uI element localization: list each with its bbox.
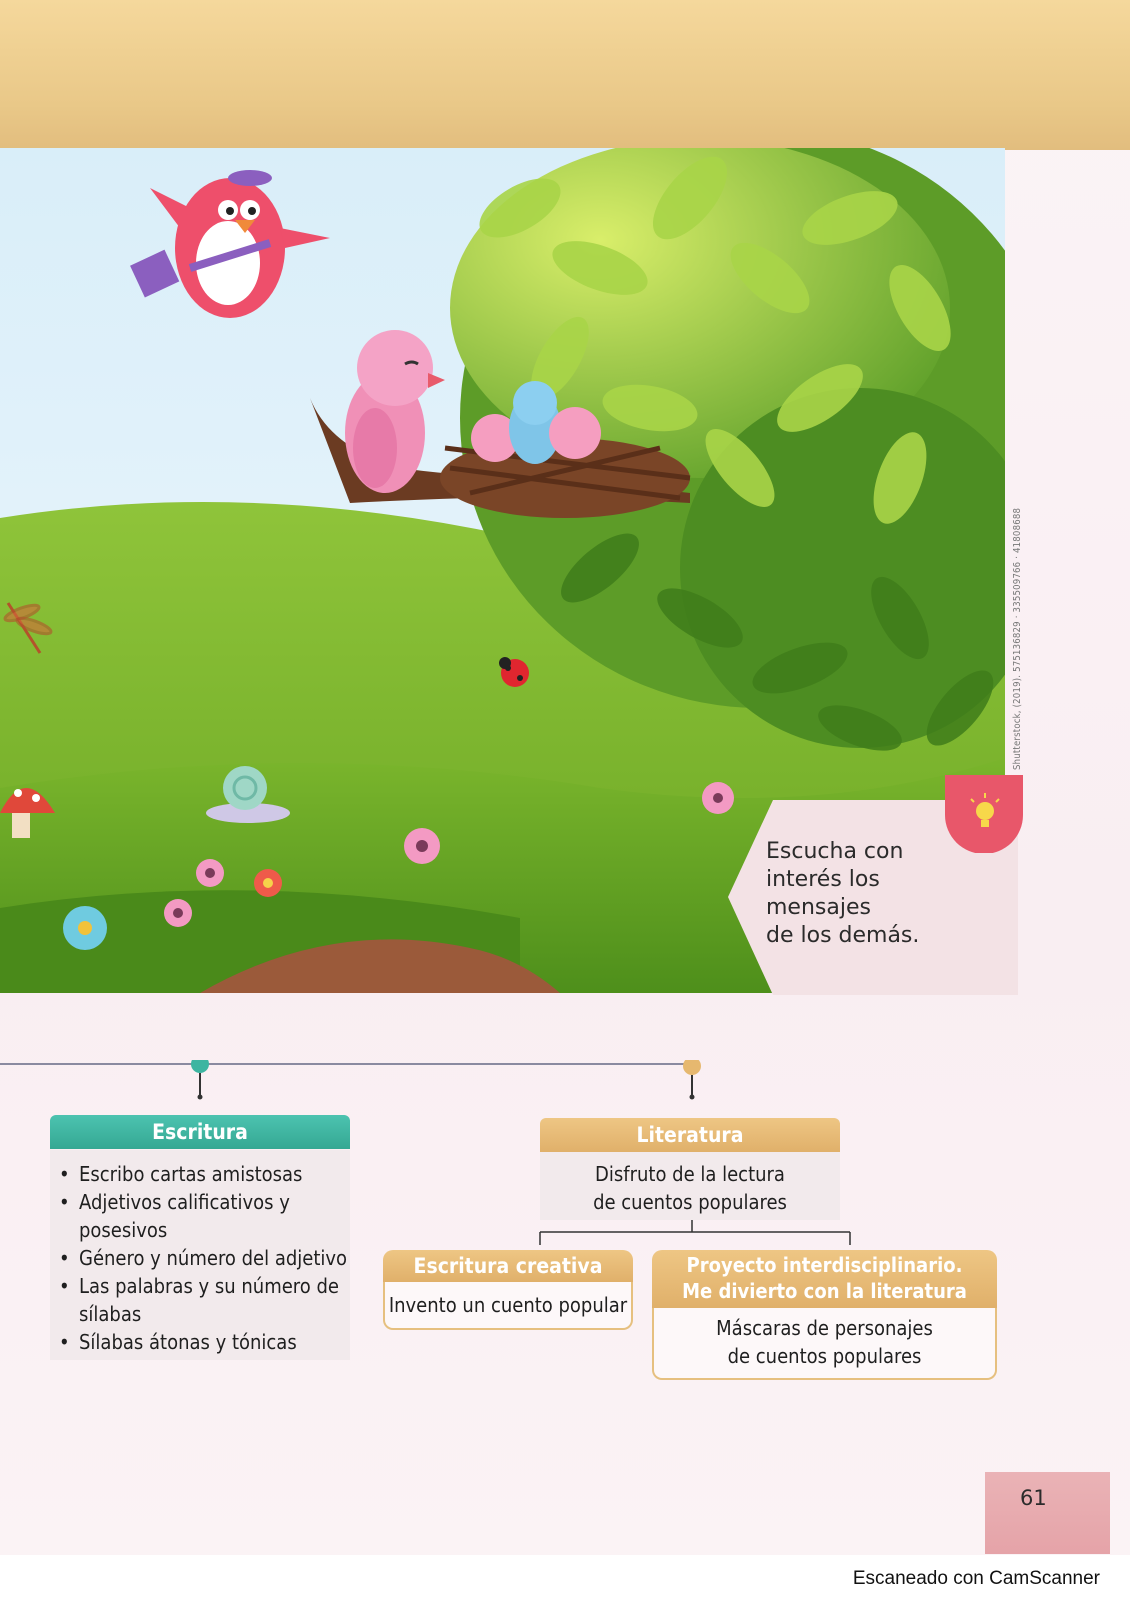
list-item: • Sílabas átonas y tónicas bbox=[55, 1328, 355, 1356]
list-item: • Género y número del adjetivo bbox=[55, 1244, 355, 1272]
escritura-creativa-title: Escritura creativa bbox=[383, 1250, 633, 1282]
list-item: • Las palabras y su número de sílabas bbox=[55, 1272, 355, 1328]
literatura-title: Literatura bbox=[540, 1118, 840, 1152]
literatura-text bbox=[540, 1160, 840, 1216]
escritura-list bbox=[55, 1160, 355, 1356]
escritura-title: Escritura bbox=[50, 1115, 350, 1149]
literatura-line: de cuentos populares bbox=[593, 1190, 787, 1214]
proyecto-line: de cuentos populares bbox=[727, 1344, 922, 1368]
tip-line: Escucha con bbox=[766, 839, 904, 864]
scanner-watermark: Escaneado con CamScanner bbox=[852, 1568, 1100, 1589]
tip-text bbox=[766, 838, 996, 950]
list-item: • Adjetivos calificativos y posesivos bbox=[55, 1188, 355, 1244]
tip-line: interés los bbox=[766, 867, 880, 892]
tip-line: mensajes bbox=[766, 895, 871, 920]
tip-line: de los demás. bbox=[766, 923, 920, 948]
proyecto-line: Máscaras de personajes bbox=[716, 1316, 933, 1340]
proyecto-title bbox=[652, 1250, 997, 1308]
top-color-band bbox=[0, 0, 1130, 150]
list-item: • Escribo cartas amistosas bbox=[55, 1160, 355, 1188]
proyecto-text bbox=[652, 1314, 997, 1370]
literatura-line: Disfruto de la lectura bbox=[595, 1162, 785, 1186]
escritura-creativa-text: Invento un cuento popular bbox=[388, 1293, 628, 1317]
proyecto-title-line: Me divierto con la literatura bbox=[682, 1279, 967, 1303]
proyecto-title-line: Proyecto interdisciplinario. bbox=[686, 1253, 963, 1277]
page-number-tab bbox=[985, 1472, 1110, 1554]
page-number: 61 bbox=[1020, 1486, 1047, 1510]
image-credit: Shutterstock, (2019). 575136829 · 335509766 · 41808688 bbox=[1012, 507, 1023, 770]
